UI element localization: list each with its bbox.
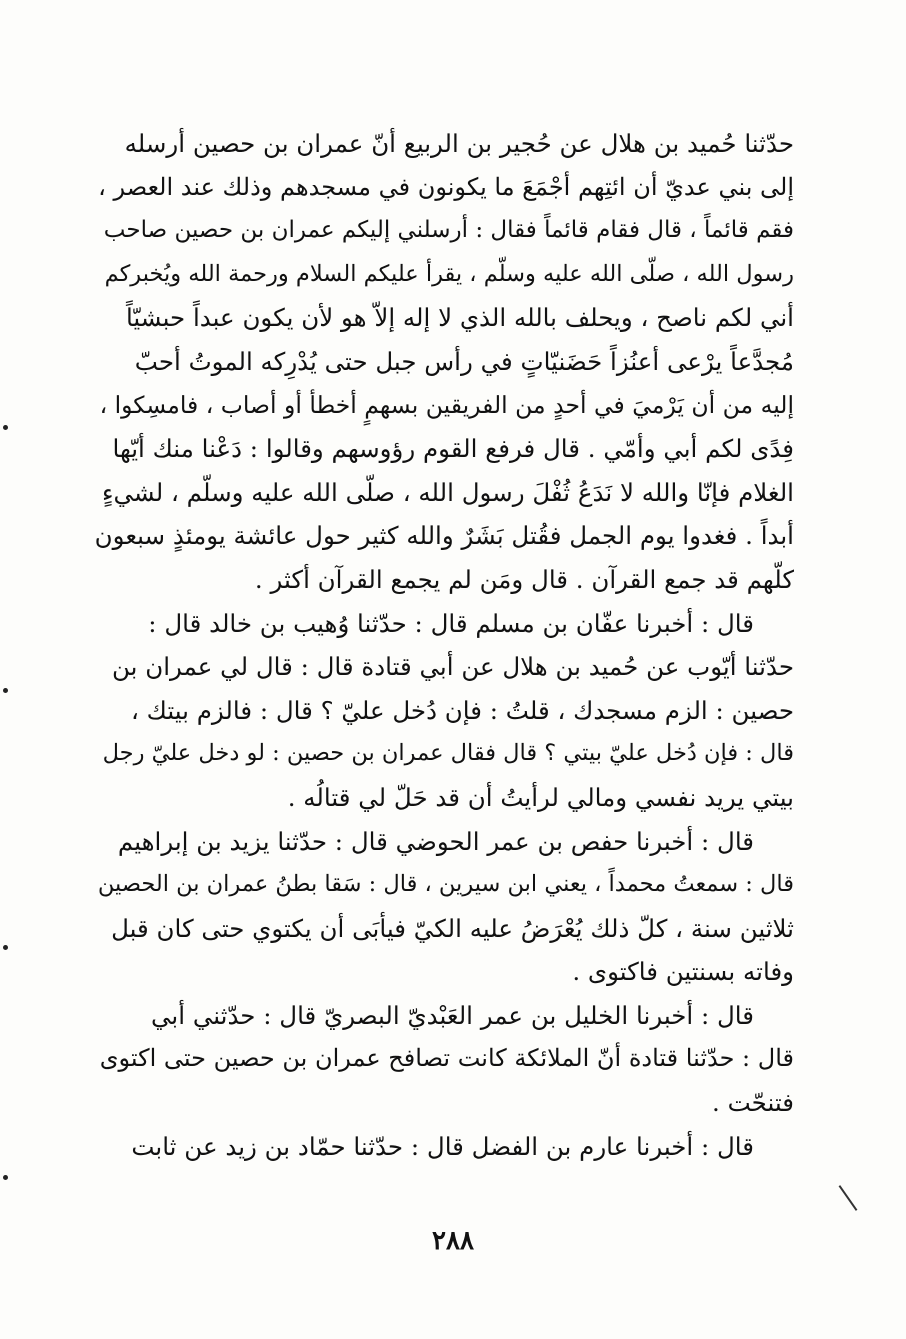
text-line: رسول الله ، صلّى الله عليه وسلّم ، يقرأ عليكم السلام ورحمة الله ويُخبركم: [104, 260, 794, 287]
text-line-paragraph-start: قال : أخبرنا حفص بن عمر الحوضي قال : حدّثنا يزيد بن إبراهيم: [117, 826, 754, 856]
text-line: إليه من أن يَرْميَ في أحدٍ من الفريقين بسهمٍ أخطأ أو أصاب ، فامسِكوا ،: [99, 390, 794, 419]
text-line: حصين : الزم مسجدك ، قلتُ : فإن دُخل عليّ ؟ قال : فالزم بيتك ،: [130, 695, 794, 725]
text-line: وفاته بسنتين فاكتوى .: [572, 957, 794, 987]
text-line: كلّهم قد جمع القرآن . قال ومَن لم يجمع القرآن أكثر .: [254, 564, 794, 594]
text-line: حدّثنا حُميد بن هلال عن حُجير بن الربيع أنّ عمران بن حصين أرسله: [124, 129, 794, 158]
text-line: أبداً . فغدوا يوم الجمل فقُتل بَشَرٌ والله كثير حول عائشة يومئذٍ سبعون: [94, 521, 794, 551]
text-line-paragraph-start: قال : أخبرنا عفّان بن مسلم قال : حدّثنا وُهيب بن خالد قال :: [148, 608, 754, 638]
scan-speck: [3, 688, 8, 693]
body-text: [92, 122, 794, 1168]
text-line: قال : فإن دُخل عليّ بيتي ؟ قال فقال عمران بن حصين : لو دخل عليّ رجل: [102, 740, 794, 767]
text-line: إلى بني عديّ أن ائتِهم أجْمَعَ ما يكونون في مسجدهم وذلك عند العصر ،: [98, 172, 794, 201]
text-line: حدّثنا أيّوب عن حُميد بن هلال عن أبي قتادة قال : قال لي عمران بن: [112, 652, 794, 682]
scan-speck: [3, 1175, 8, 1180]
text-line: فقم قائماً ، قال فقام قائماً فقال : أرسلني إليكم عمران بن حصين صاحب: [103, 217, 794, 244]
text-line: فتنحّت .: [712, 1088, 794, 1118]
scan-speck: [3, 425, 8, 430]
scan-stroke: [839, 1185, 858, 1211]
text-line: مُجدَّعاً يرْعى أعنُزاً حَضَنيّاتٍ في رأس جبل حتى يُدْرِكه الموتُ أحبّ: [134, 346, 794, 376]
text-line-paragraph-start: قال : أخبرنا عارم بن الفضل قال : حدّثنا حمّاد بن زيد عن ثابت: [131, 1131, 754, 1161]
text-line: فِدًى لكم أبي وأمّي . قال فرفع القوم رؤوسهم وقالوا : دَعْنا منك أيّها: [112, 434, 794, 464]
text-line: ثلاثين سنة ، كلّ ذلك يُعْرَضُ عليه الكيّ فيأبَى أن يكتوي حتى كان قبل: [111, 913, 794, 943]
page-number: ٢٨٨: [432, 1226, 474, 1256]
text-line: قال : حدّثنا قتادة أنّ الملائكة كانت تصافح عمران بن حصين حتى اكتوى: [99, 1044, 794, 1073]
text-line: بيتي يريد نفسي ومالي لرأيتُ أن قد حَلّ لي قتالُه .: [287, 782, 794, 812]
text-line: قال : سمعتُ محمداً ، يعني ابن سيرين ، قال : سَقا بطنُ عمران بن الحصين: [97, 871, 794, 898]
text-line: الغلام فإنّا والله لا نَدَعُ ثُفْلَ رسول الله ، صلّى الله عليه وسلّم ، لشيءٍ: [101, 477, 794, 507]
text-line-paragraph-start: قال : أخبرنا الخليل بن عمر العَبْديّ البصريّ قال : حدّثني أبي: [150, 1000, 754, 1030]
scan-speck: [3, 945, 8, 950]
text-line: أني لكم ناصح ، ويحلف بالله الذي لا إله إلاّ هو لأن يكون عبداً حبشيّاً: [125, 303, 794, 333]
